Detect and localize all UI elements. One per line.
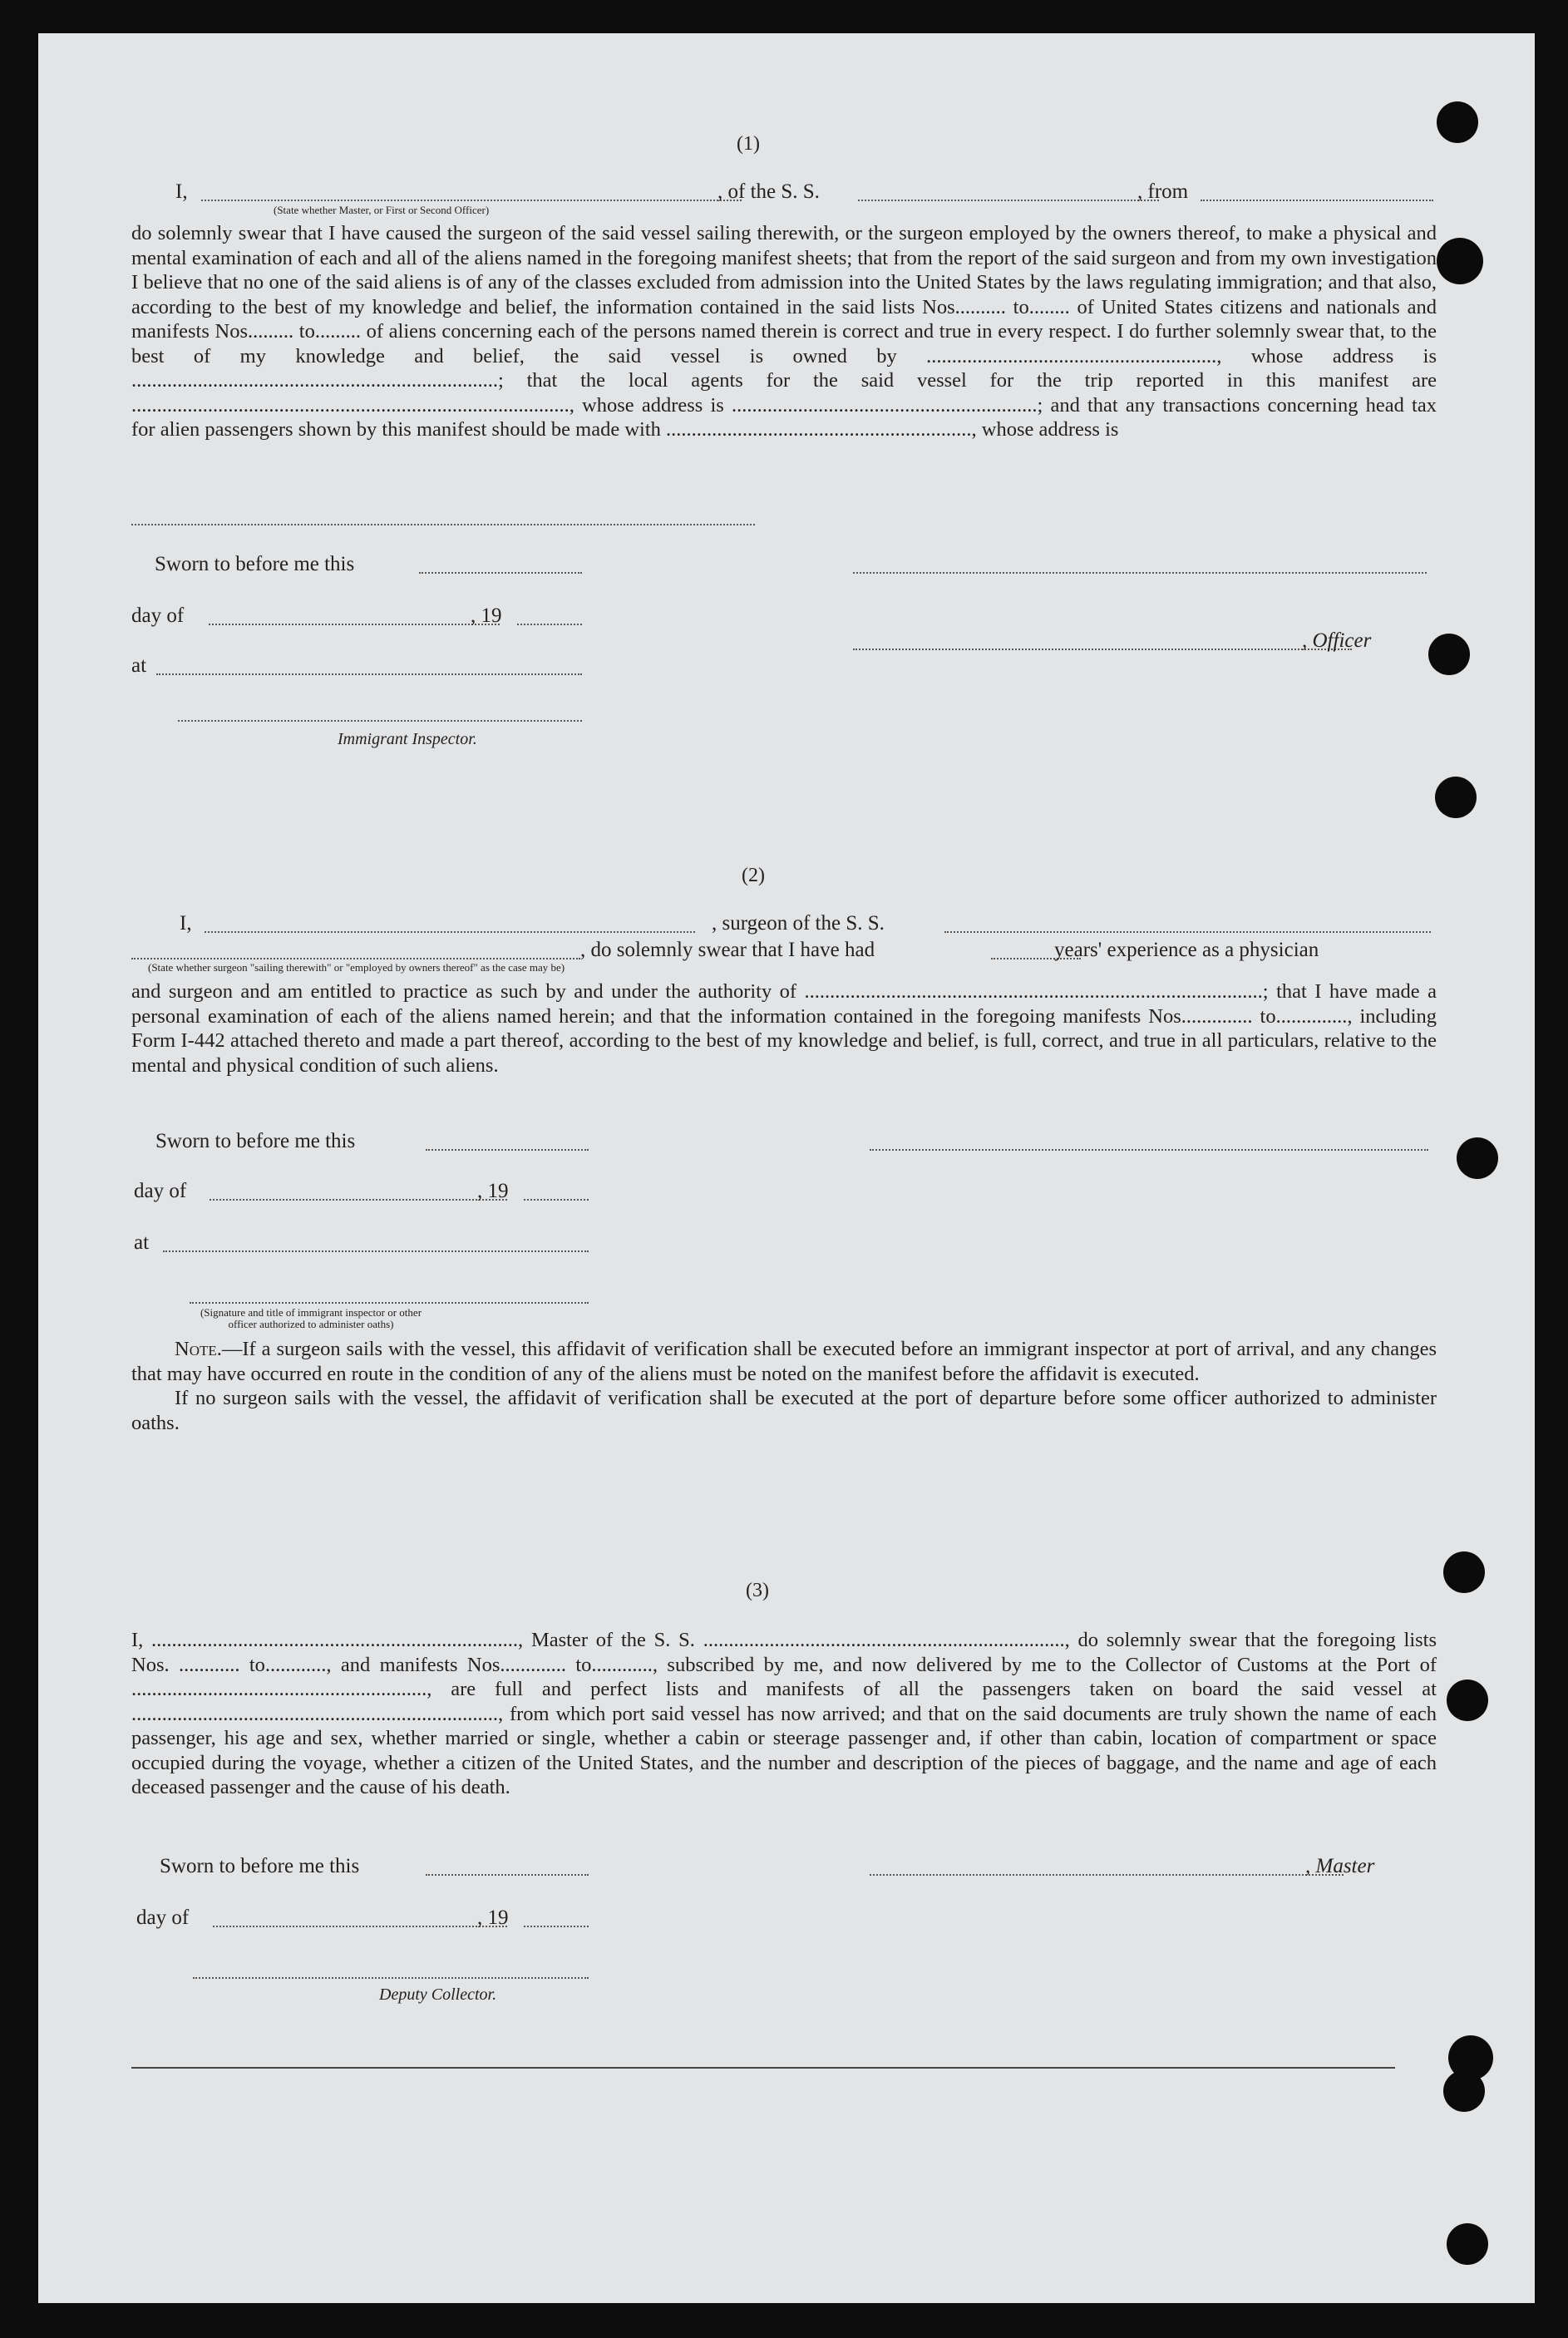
s1-name-field[interactable] [201, 200, 742, 201]
section-1-number: (1) [737, 133, 760, 155]
punch-hole [1437, 101, 1478, 143]
s2-note-1: —If a surgeon sails with the vessel, this affidavit of verification shall be executed before an immigrant inspector at port of arrival, and any changes that may have occurred en route in the condition of any of the aliens must be noted on the manifest before the affidavit is executed. [131, 1338, 1437, 1385]
s2-name-field[interactable] [205, 931, 695, 933]
s2-ship-field[interactable] [944, 931, 1431, 933]
s1-day-label: day of [131, 604, 185, 627]
s1-body: do solemnly swear that I have caused the surgeon of the said vessel sailing therewith, or the surgeon employed by the owners thereof, to make a physical and mental examination of each and all of the aliens named in the foregoing manifest sheets; that from the report of the said surgeon and from my own investigation I believe that no one of the said aliens is of any of the classes excluded from admission into the United States by the laws regulating immigration; and that also, according to the best of my knowledge and belief, the information contained in the said lists Nos.......... to........ of United States citizens and nationals and manifests Nos......... to......... of aliens concerning each of the persons named therein is correct and true in every respect. I do further solemnly swear that, to the best of my knowledge and belief, the said vessel is owned by ........................................................., whose address is ........................................................................; that the local agents for the said vessel for the trip reported in this manifest are ......................................................................................, whose address is ............................................................; and that any transactions concerning head tax for alien passengers shown by this manifest should be made with ............................................................, whose address is [131, 222, 1437, 441]
s3-year-field[interactable] [524, 1926, 589, 1927]
section-3-number: (3) [746, 1580, 769, 1601]
s2-body: and surgeon and am entitled to practice as such by and under the authority of ..........................................................................................; that I have made a personal examination of each of the aliens named herein; and that the information contained in the foregoing manifests Nos.............. to.............., including Form I-442 attached thereto and made a part thereof, according to the best of my knowledge and belief, is full, correct, and true in all particulars, relative to the mental and physical condition of such aliens. [131, 980, 1437, 1077]
s3-sworn-field[interactable] [426, 1874, 589, 1876]
punch-hole [1447, 1680, 1488, 1721]
s2-years-label: years' experience as a physician [1054, 939, 1319, 961]
s1-from-field[interactable] [1201, 200, 1433, 201]
s3-master-label: , Master [1305, 1855, 1375, 1877]
s1-year-label: , 19 [471, 604, 502, 627]
section-2-number: (2) [742, 865, 765, 886]
s2-i-label: I, [180, 912, 192, 935]
s2-inspector-signature-field[interactable] [190, 1302, 589, 1304]
s1-from-label: , from [1137, 180, 1189, 203]
punch-hole [1447, 2223, 1488, 2265]
s1-ship-field[interactable] [858, 200, 1159, 201]
s1-day-field[interactable] [209, 624, 500, 625]
s2-surgeon-label: , surgeon of the S. S. [712, 912, 885, 935]
s1-at-field[interactable] [156, 673, 582, 675]
s2-year-label: , 19 [477, 1180, 509, 1202]
s1-year-field[interactable] [517, 624, 582, 625]
s1-small-note: (State whether Master, or First or Second Officer) [274, 204, 490, 216]
s1-sworn-field[interactable] [419, 572, 582, 574]
s2-small-note: (State whether surgeon "sailing therewith" or "employed by owners thereof" as the case may be) [148, 961, 565, 974]
punch-hole [1428, 634, 1470, 675]
s1-at-label: at [131, 654, 147, 677]
s2-sworn-label: Sworn to before me this [155, 1130, 356, 1152]
s3-day-field[interactable] [213, 1926, 507, 1927]
bottom-rule [131, 2067, 1395, 2069]
s2-note-label: Note. [175, 1338, 222, 1360]
s3-day-label: day of [136, 1906, 190, 1929]
s2-surgeon-signature-field[interactable] [870, 1149, 1428, 1151]
s2-swear-label: , do solemnly swear that I have had [580, 939, 875, 961]
s3-deputy-label: Deputy Collector. [379, 1985, 497, 2004]
s2-at-label: at [134, 1231, 150, 1254]
form-page [38, 33, 1535, 2303]
punch-hole [1435, 777, 1477, 818]
punch-hole [1443, 1551, 1485, 1593]
s1-inspector-signature-field[interactable] [178, 720, 582, 722]
punch-hole [1457, 1137, 1498, 1179]
s3-collector-signature-field[interactable] [193, 1977, 589, 1979]
s1-officer-name-field[interactable] [853, 649, 1352, 650]
s1-address-field[interactable] [131, 524, 755, 525]
s2-status-field[interactable] [131, 958, 580, 959]
s2-year-field[interactable] [524, 1199, 589, 1201]
s2-sworn-field[interactable] [426, 1149, 589, 1151]
s2-signature-note: (Signature and title of immigrant inspector or other officer authorized to administer oaths) [200, 1306, 422, 1330]
s2-at-field[interactable] [163, 1250, 589, 1252]
s1-i-label: I, [175, 180, 188, 203]
s1-ss-label: , of the S. S. [717, 180, 820, 203]
s3-year-label: , 19 [477, 1906, 509, 1929]
s2-day-label: day of [134, 1180, 187, 1202]
s1-inspector-label: Immigrant Inspector. [338, 730, 477, 748]
s1-sworn-label: Sworn to before me this [155, 553, 355, 575]
s2-note-2: If no surgeon sails with the vessel, the affidavit of verification shall be executed at the port of departure before some officer authorized to administer oaths. [131, 1387, 1437, 1434]
s3-body: I, ........................................................................, Master of the S. S. ......................................................................., do solemnly swear that the foregoing lists Nos. ............ to............, and manifests Nos............. to............, subscribed by me, and now delivered by me to the Collector of Customs at the Port of .........................................................., are full and perfect lists and manifests of all the passengers taken on board the said vessel at ........................................................................, from which port said vessel has now arrived; and that on the said documents are truly shown the name of each passenger, his age and sex, whether married or single, whether a cabin or steerage passenger and, if other than cabin, location of compartment or space occupied during the voyage, whether a citizen of the United States, and the number and description of the pieces of baggage, and the name and age of each deceased passenger and the cause of his death. [131, 1629, 1437, 1798]
s1-officer-signature-field[interactable] [853, 572, 1427, 574]
s3-sworn-label: Sworn to before me this [160, 1855, 360, 1877]
s1-officer-label: , Officer [1302, 629, 1372, 652]
s2-note [131, 1337, 1437, 1435]
s3-master-signature-field[interactable] [870, 1874, 1344, 1876]
s2-day-field[interactable] [210, 1199, 507, 1201]
punch-hole [1443, 2070, 1485, 2112]
punch-hole [1437, 238, 1483, 284]
